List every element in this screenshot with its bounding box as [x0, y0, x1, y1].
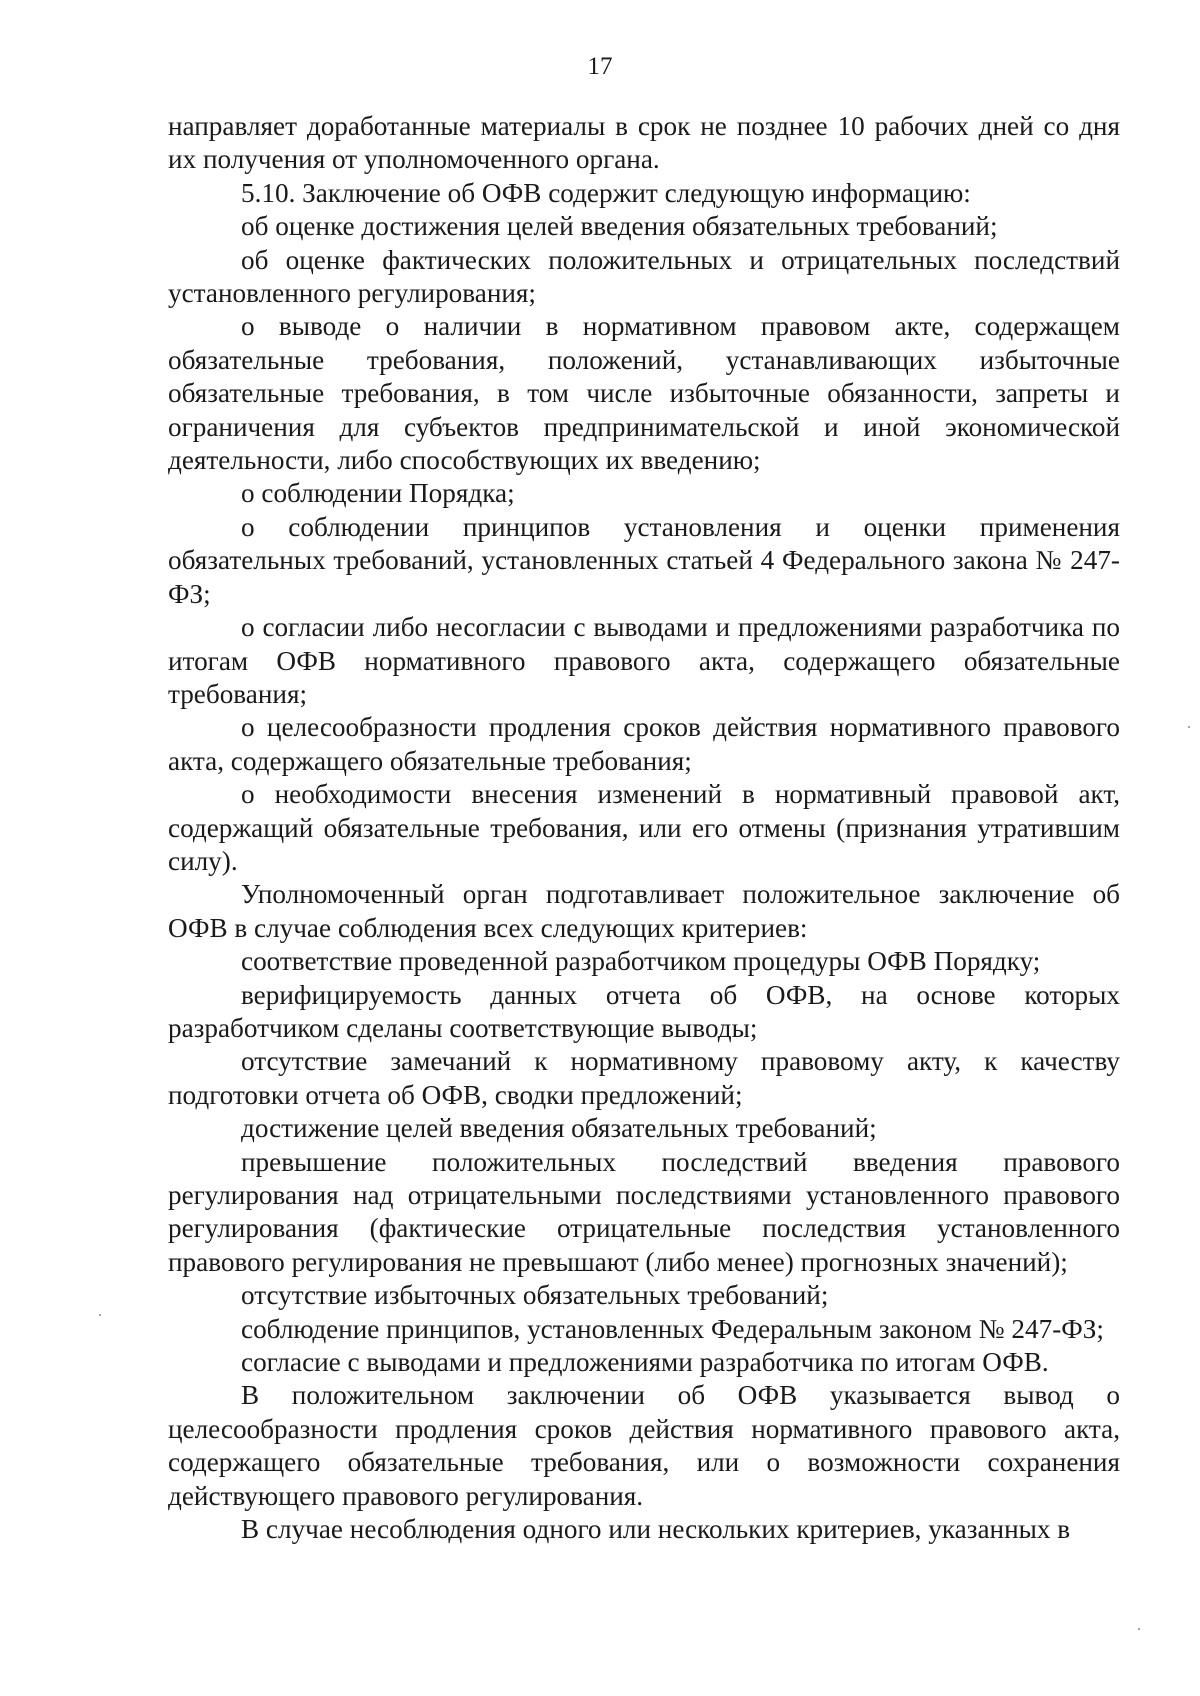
paragraph: отсутствие замечаний к нормативному правовому акту, к качеству подготовки отчета об ОФВ, сводки предложений;: [168, 1046, 1120, 1110]
scan-speck: [99, 1314, 101, 1316]
paragraph: об оценке достижения целей введения обязательных требований;: [241, 211, 998, 242]
scan-speck: [1138, 1628, 1140, 1630]
paragraph: о необходимости внесения изменений в нормативный правовой акт, содержащий обязательные требования, или его отмены (признания утратившим силу).: [168, 779, 1120, 876]
paragraph: Уполномоченный орган подготавливает положительное заключение об ОФВ в случае соблюдения всех следующих критериев:: [168, 879, 1120, 943]
paragraph: о соблюдении Порядка;: [241, 478, 515, 509]
paragraph: достижение целей введения обязательных требований;: [241, 1113, 877, 1144]
paragraph: об оценке фактических положительных и отрицательных последствий установленного регулирования;: [168, 244, 1120, 309]
paragraph: отсутствие избыточных обязательных требований;: [241, 1280, 829, 1311]
paragraph: В положительном заключении об ОФВ указывается вывод о целесообразности продления сроков действия нормативного правового акта, содержащего обязательные требования, или о возможности сохранения действующего правового регулирования.: [168, 1380, 1120, 1511]
paragraph: согласие с выводами и предложениями разработчика по итогам ОФВ.: [241, 1347, 1049, 1378]
paragraph: о целесообразности продления сроков действия нормативного правового акта, содержащего обязательные требования;: [168, 712, 1120, 776]
paragraph: 5.10. Заключение об ОФВ содержит следующую информацию:: [241, 177, 971, 208]
paragraph: соблюдение принципов, установленных Федеральным законом № 247-ФЗ;: [241, 1313, 1104, 1344]
paragraph: соответствие проведенной разработчиком процедуры ОФВ Порядку;: [241, 946, 1041, 977]
paragraph: направляет доработанные материалы в срок не позднее 10 рабочих дней со дня их получения от уполномоченного органа.: [168, 111, 1120, 175]
document-body: [168, 110, 1120, 1546]
paragraph: верифицируемость данных отчета об ОФВ, на основе которых разработчиком сделаны соответствующие выводы;: [168, 979, 1120, 1043]
scan-speck: [1188, 726, 1190, 728]
page-number: 17: [587, 53, 613, 80]
paragraph: В случае несоблюдения одного или нескольких критериев, указанных в: [241, 1514, 1071, 1545]
paragraph: о соблюдении принципов установления и оценки применения обязательных требований, установленных статьей 4 Федерального закона № 247-ФЗ;: [168, 511, 1120, 609]
paragraph: о согласии либо несогласии с выводами и предложениями разработчика по итогам ОФВ нормативного правового акта, содержащего обязательные требования;: [168, 612, 1120, 709]
paragraph: о выводе о наличии в нормативном правовом акте, содержащем обязательные требования, положений, устанавливающих избыточные обязательные требования, в том числе избыточные обязанности, запреты и ограничения для субъектов предпринимательской и иной экономической деятельности, либо способствующих их введению;: [168, 311, 1120, 476]
paragraph: превышение положительных последствий введения правового регулирования над отрицательными последствиями установленного правового регулирования (фактические отрицательные последствия установленного правового регулирования не превышают (либо менее) прогнозных значений);: [168, 1146, 1120, 1277]
